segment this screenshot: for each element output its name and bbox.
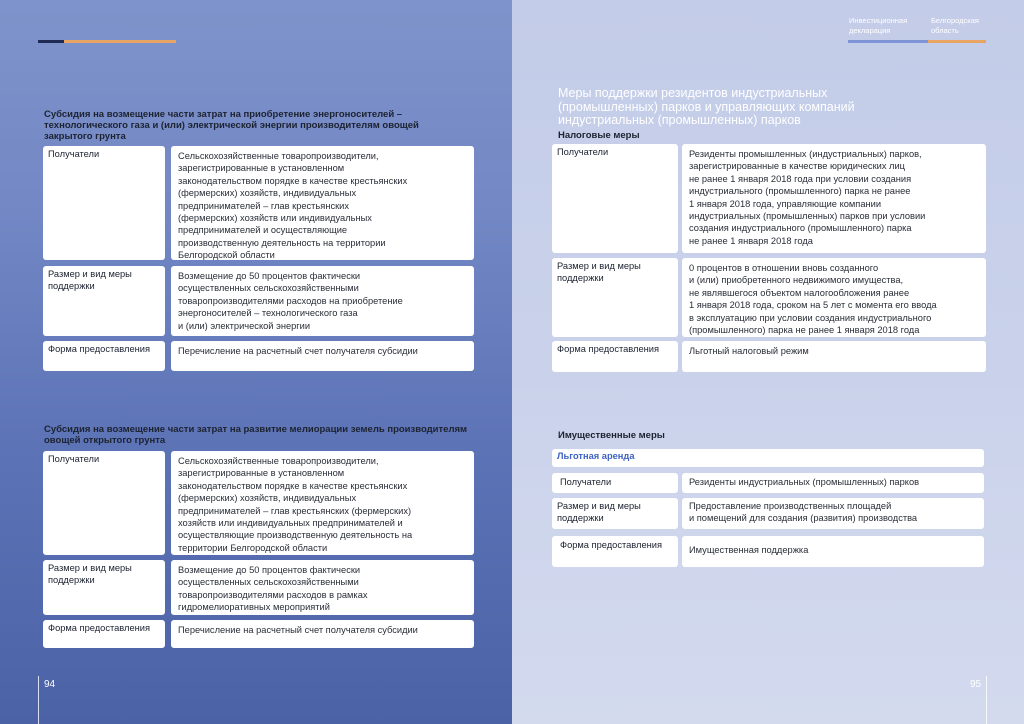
- header-label-declaration: Инвестиционная декларация: [849, 16, 908, 35]
- s2-size-label: Размер и вид меры поддержки: [43, 560, 165, 615]
- s1-recipients-value: Сельскохозяйственные товаропроизводители, зарегистрированные в установленном законодательством порядке в качестве крестьянских (фермерских) хозяйств, индивидуальных предпринимателей – глав крестьянских (фермерских) хозяйств или индивидуальных предпринимателей и осуществляющие производственную деятельность на территории Белгородской области: [171, 146, 474, 260]
- s1-size-label: Размер и вид меры поддержки: [43, 266, 165, 336]
- tax-size-label: Размер и вид меры поддержки: [552, 258, 678, 337]
- right-page-line: [986, 676, 987, 724]
- s1-recipients-label: Получатели: [43, 146, 165, 260]
- navy-accent-bar: [38, 40, 64, 43]
- tax-form-label: Форма предоставления: [552, 341, 678, 372]
- header-blue-bar: [848, 40, 928, 43]
- left-page-line: [38, 676, 39, 724]
- left-page-number: 94: [44, 679, 56, 690]
- s1-size-value: Возмещение до 50 процентов фактически осуществленных сельскохозяйственными товаропроизводителями расходов на приобретение энергоносителей – технологического газа и (или) электрической энергии: [171, 266, 474, 336]
- s2-recipients-label: Получатели: [43, 451, 165, 555]
- orange-accent-bar: [64, 40, 176, 43]
- prop-size-label: Размер и вид меры поддержки: [552, 498, 678, 529]
- section2-title: Субсидия на возмещение части затрат на развитие мелиорации земель производителям овощей открытого грунта: [44, 424, 468, 446]
- tax-recipients-label: Получатели: [552, 144, 678, 253]
- header-orange-bar: [928, 40, 986, 43]
- section1-title: Субсидия на возмещение части затрат на приобретение энергоносителей – технологического газа и (или) электрической энергии производителям овощей закрытого грунта: [44, 109, 419, 142]
- s1-form-label: Форма предоставления: [43, 341, 165, 371]
- prop-form-label: Форма предоставления: [552, 536, 678, 567]
- property-measures-title: Имущественные меры: [558, 430, 665, 441]
- prop-form-value: Имущественная поддержка: [682, 536, 984, 567]
- tax-recipients-value: Резиденты промышленных (индустриальных) парков, зарегистрированные в качестве юридических лиц не ранее 1 января 2018 года при условии создания индустриального (промышленного) парка не ранее 1 января 2018 года, управляющие компании индустриальных (промышленных) парков при условии создания индустриального (промышленного) парка не ранее 1 января 2018 года: [682, 144, 986, 253]
- preferential-rent-subheading: Льготная аренда: [552, 449, 984, 467]
- s2-size-value: Возмещение до 50 процентов фактически осуществленных сельскохозяйственными товаропроизводителями расходов в рамках гидромелиоративных мероприятий: [171, 560, 474, 615]
- right-page-title: Меры поддержки резидентов индустриальных (промышленных) парков и управляющих компаний индустриальных (промышленных) парков: [558, 86, 855, 127]
- prop-recipients-label: Получатели: [552, 473, 678, 493]
- prop-size-value: Предоставление производственных площадей и помещений для создания (развития) производства: [682, 498, 984, 529]
- right-page-number: 95: [970, 679, 982, 690]
- prop-recipients-value: Резиденты индустриальных (промышленных) парков: [682, 473, 984, 493]
- s1-form-value: Перечисление на расчетный счет получателя субсидии: [171, 341, 474, 371]
- s2-form-value: Перечисление на расчетный счет получателя субсидии: [171, 620, 474, 648]
- s2-recipients-value: Сельскохозяйственные товаропроизводители, зарегистрированные в установленном законодательством порядке в качестве крестьянских (фермерских) хозяйств, индивидуальных предпринимателей – глав крестьянских (фермерских) хозяйств или индивидуальных предпринимателей и осуществляющие производственную деятельность на территории Белгородской области: [171, 451, 474, 555]
- tax-form-value: Льготный налоговый режим: [682, 341, 986, 372]
- s2-form-label: Форма предоставления: [43, 620, 165, 648]
- tax-measures-title: Налоговые меры: [558, 130, 640, 141]
- tax-size-value: 0 процентов в отношении вновь созданного и (или) приобретенного недвижимого имущества, не являвшегося объектом налогообложения ранее 1 января 2018 года, сроком на 5 лет с момента его ввода в эксплуатацию при условии создания индустриального (промышленного) парка не ранее 1 января 2018 года: [682, 258, 986, 337]
- header-label-region: Белгородская область: [931, 16, 979, 35]
